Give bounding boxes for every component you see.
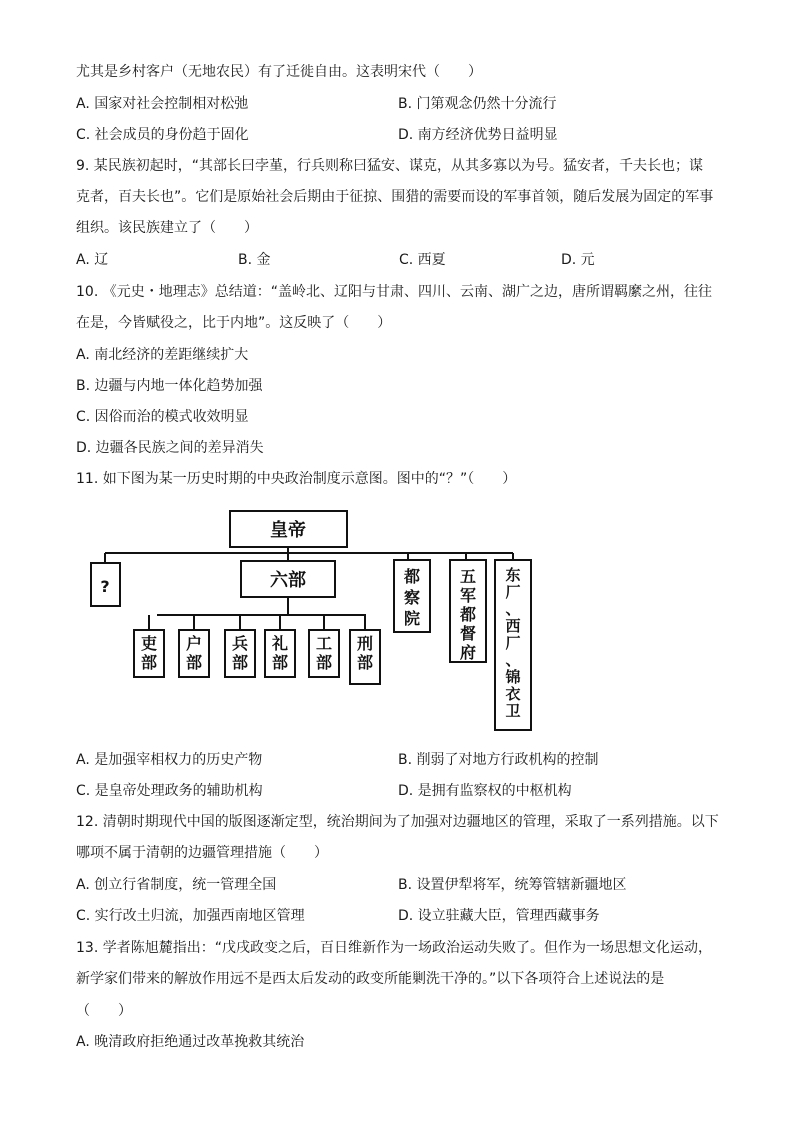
ministry-label: 礼部 xyxy=(271,634,289,672)
q8-option-c[interactable]: C. 社会成员的身份趋于固化 xyxy=(76,127,249,143)
emperor-label: 皇帝 xyxy=(270,520,306,541)
ministry-label: 户部 xyxy=(185,634,203,672)
q13-stem-line2: 新学家们带来的解放作用远不是西太后发动的政变所能剿洗干净的。”以下各项符合上述说法的是 xyxy=(76,971,665,987)
q10-option-c[interactable]: C. 因俗而治的模式收效明显 xyxy=(76,409,249,425)
q9-option-d[interactable]: D. 元 xyxy=(561,252,595,268)
q12-option-c[interactable]: C. 实行改土归流，加强西南地区管理 xyxy=(76,908,305,924)
changwei-label: 东厂、西厂、锦衣卫 xyxy=(505,566,521,720)
q12-stem-line2: 哪项不属于清朝的边疆管理措施（ ） xyxy=(76,845,328,861)
q13-stem-line3: （ ） xyxy=(76,1003,132,1019)
unknown-label: ? xyxy=(100,577,110,596)
q10-stem-line1: 10. 《元史・地理志》总结道：“盖岭北、辽阳与甘肃、四川、云南、湖广之边，唐所谓羁縻之州，往往 xyxy=(76,284,712,300)
q9-stem-line1: 9. 某民族初起时，“其部长曰孛堇，行兵则称曰猛安、谋克，从其多寡以为号。猛安者，千夫长也；谋 xyxy=(76,158,704,174)
ministry-label: 工部 xyxy=(315,634,333,672)
q11-option-c[interactable]: C. 是皇帝处理政务的辅助机构 xyxy=(76,783,263,799)
q8-option-d[interactable]: D. 南方经济优势日益明显 xyxy=(398,127,558,143)
q9-option-c[interactable]: C. 西夏 xyxy=(399,252,446,268)
q11-option-b[interactable]: B. 削弱了对地方行政机构的控制 xyxy=(398,752,599,768)
q11-stem: 11. 如下图为某一历史时期的中央政治制度示意图。图中的“？”（ ） xyxy=(76,471,517,487)
ministry-label: 兵部 xyxy=(231,634,249,672)
q13-option-a[interactable]: A. 晚清政府拒绝通过改革挽救其统治 xyxy=(76,1034,305,1050)
ministry-label: 吏部 xyxy=(140,634,158,672)
central-government-diagram xyxy=(80,500,540,738)
q8-stem-tail: 尤其是乡村客户（无地农民）有了迁徙自由。这表明宋代（ ） xyxy=(76,64,482,80)
q8-option-a[interactable]: A. 国家对社会控制相对松弛 xyxy=(76,96,249,112)
q10-option-a[interactable]: A. 南北经济的差距继续扩大 xyxy=(76,347,249,363)
duchayuan-label: 都察院 xyxy=(403,567,421,628)
q10-stem-line2: 在是，今皆赋役之，比于内地”。这反映了（ ） xyxy=(76,315,392,331)
six-ministries-label: 六部 xyxy=(270,570,306,591)
wujun-label: 五军都督府 xyxy=(459,567,477,662)
q9-option-b[interactable]: B. 金 xyxy=(238,252,271,268)
ministry-label: 刑部 xyxy=(356,634,374,672)
q12-stem-line1: 12. 清朝时期现代中国的版图逐渐定型，统治期间为了加强对边疆地区的管理，采取了一系列措施。以下 xyxy=(76,814,719,830)
q12-option-d[interactable]: D. 设立驻藏大臣，管理西藏事务 xyxy=(398,908,600,924)
q11-option-d[interactable]: D. 是拥有监察权的中枢机构 xyxy=(398,783,572,799)
q10-option-d[interactable]: D. 边疆各民族之间的差异消失 xyxy=(76,440,264,456)
q10-option-b[interactable]: B. 边疆与内地一体化趋势加强 xyxy=(76,378,263,394)
q11-option-a[interactable]: A. 是加强宰相权力的历史产物 xyxy=(76,752,263,768)
q12-option-a[interactable]: A. 创立行省制度，统一管理全国 xyxy=(76,877,277,893)
q13-stem-line1: 13. 学者陈旭麓指出：“戊戌政变之后，百日维新作为一场政治运动失败了。但作为一场思想文化运动， xyxy=(76,940,712,956)
q9-stem-line2: 克者，百夫长也”。它们是原始社会后期由于征掠、围猎的需要而设的军事首领，随后发展为固定的军事 xyxy=(76,189,714,205)
q9-stem-line3: 组织。该民族建立了（ ） xyxy=(76,220,258,236)
q9-option-a[interactable]: A. 辽 xyxy=(76,252,109,268)
q12-option-b[interactable]: B. 设置伊犁将军，统筹管辖新疆地区 xyxy=(398,877,627,893)
q8-option-b[interactable]: B. 门第观念仍然十分流行 xyxy=(398,96,557,112)
